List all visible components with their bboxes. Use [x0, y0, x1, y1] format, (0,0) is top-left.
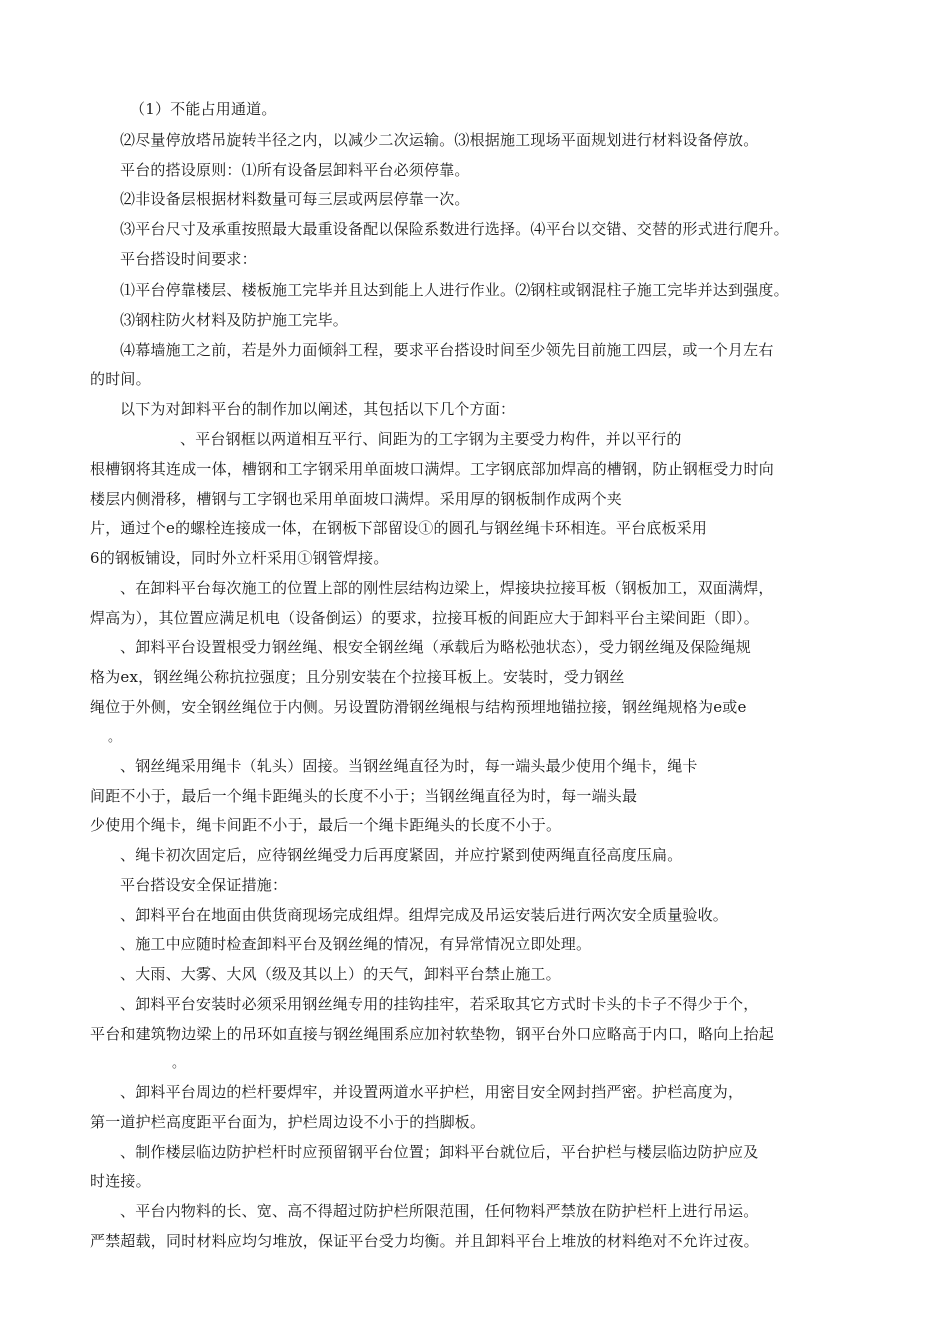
text-line: 焊高为），其位置应满足机电（设备倒运）的要求，拉接耳板的间距应大于卸料平台主梁间距（即）。 — [90, 609, 760, 627]
text-line: 、制作楼层临边防护栏杆时应预留钢平台位置；卸料平台就位后，平台护栏与楼层临边防护应及 — [120, 1143, 759, 1161]
text-line: 、平台内物料的长、宽、高不得超过防护栏所限范围，任何物料严禁放在防护栏杆上进行吊运。 — [120, 1202, 759, 1220]
text-line: 平台搭设时间要求： — [120, 250, 257, 268]
text-line: 片，通过个e的螺栓连接成一体，在钢板下部留设①的圆孔与钢丝绳卡环相连。平台底板采用 — [90, 519, 708, 537]
text-line: 、在卸料平台每次施工的位置上部的刚性层结构边梁上，焊接块拉接耳板（钢板加工，双面满焊， — [120, 579, 774, 597]
text-line: ⑴平台停靠楼层、楼板施工完毕并且达到能上人进行作业。⑵钢柱或钢混柱子施工完毕并达到强度。 — [120, 281, 789, 299]
text-line: 、卸料平台安装时必须采用钢丝绳专用的挂钩挂牢，若采取其它方式时卡头的卡子不得少于个， — [120, 995, 759, 1013]
text-line: ⑷幕墙施工之前，若是外力面倾斜工程，要求平台搭设时间至少领先目前施工四层，或一个月左右 — [120, 341, 774, 359]
text-line: 少使用个绳卡，绳卡间距不小于，最后一个绳卡距绳头的长度不小于。 — [90, 816, 562, 834]
text-line: 根槽钢将其连成一体，槽钢和工字钢采用单面坡口满焊。工字钢底部加焊高的槽钢，防止钢框受力时向 — [90, 460, 775, 478]
text-line: 、卸料平台周边的栏杆要焊牢，并设置两道水平护栏，用密目安全网封挡严密。护栏高度为， — [120, 1083, 744, 1101]
text-line: 、施工中应随时检查卸料平台及钢丝绳的情况，有异常情况立即处理。 — [120, 935, 592, 953]
text-line: 以下为对卸料平台的制作加以阐述，其包括以下几个方面： — [120, 400, 516, 418]
text-line: 、大雨、大雾、大风（级及其以上）的天气，卸料平台禁止施工。 — [120, 965, 561, 983]
text-line: 绳位于外侧，安全钢丝绳位于内侧。另设置防滑钢丝绳根与结构预埋地锚拉接，钢丝绳规格为e或e — [90, 698, 747, 716]
text-line: 格为ex，钢丝绳公称抗拉强度；且分别安装在个拉接耳板上。安装时，受力钢丝 — [90, 668, 625, 686]
text-line: （1）不能占用通道。 — [130, 100, 277, 118]
text-line: 、绳卡初次固定后，应待钢丝绳受力后再度紧固，并应拧紧到使两绳直径高度压扁。 — [120, 846, 683, 864]
text-line: 平台和建筑物边梁上的吊环如直接与钢丝绳围系应加衬软垫物，钢平台外口应略高于内口，略向上抬起 — [90, 1025, 775, 1043]
text-line: 的时间。 — [90, 370, 151, 388]
text-line: 。 — [108, 730, 122, 745]
text-line: ⑵非设备层根据材料数量可每三层或两层停靠一次。 — [120, 190, 470, 208]
text-line: 、卸料平台在地面由供货商现场完成组焊。组焊完成及吊运安装后进行两次安全质量验收。 — [120, 906, 729, 924]
text-line: 楼层内侧滑移，槽钢与工字钢也采用单面坡口满焊。采用厚的钢板制作成两个夹 — [90, 490, 623, 508]
text-line: 平台搭设安全保证措施： — [120, 876, 288, 894]
text-line: 、平台钢框以两道相互平行、间距为的工字钢为主要受力构件，并以平行的 — [180, 430, 682, 448]
text-line: 平台的搭设原则：⑴所有设备层卸料平台必须停靠。 — [120, 161, 470, 179]
text-line: 第一道护栏高度距平台面为，护栏周边设不小于的挡脚板。 — [90, 1113, 486, 1131]
text-line: 时连接。 — [90, 1172, 151, 1190]
text-line: 6的钢板铺设，同时外立杆采用①钢管焊接。 — [90, 549, 389, 567]
text-line: ⑶平台尺寸及承重按照最大最重设备配以保险系数进行选择。⑷平台以交错、交替的形式进行爬升。 — [120, 220, 789, 238]
text-line: ⑶钢柱防火材料及防护施工完毕。 — [120, 311, 349, 329]
text-line: ⑵尽量停放塔吊旋转半径之内，以减少二次运输。⑶根据施工现场平面规划进行材料设备停放。 — [120, 131, 759, 149]
text-line: 间距不小于，最后一个绳卡距绳头的长度不小于；当钢丝绳直径为时，每一端头最 — [90, 787, 638, 805]
text-line: 严禁超载，同时材料应均匀堆放，保证平台受力均衡。并且卸料平台上堆放的材料绝对不允许过夜。 — [90, 1232, 759, 1250]
text-line: 、卸料平台设置根受力钢丝绳、根安全钢丝绳（承载后为略松弛状态），受力钢丝绳及保险绳规 — [120, 638, 751, 656]
text-line: 、钢丝绳采用绳卡（轧头）固接。当钢丝绳直径为时，每一端头最少使用个绳卡，绳卡 — [120, 757, 698, 775]
text-line: 。 — [172, 1056, 186, 1071]
